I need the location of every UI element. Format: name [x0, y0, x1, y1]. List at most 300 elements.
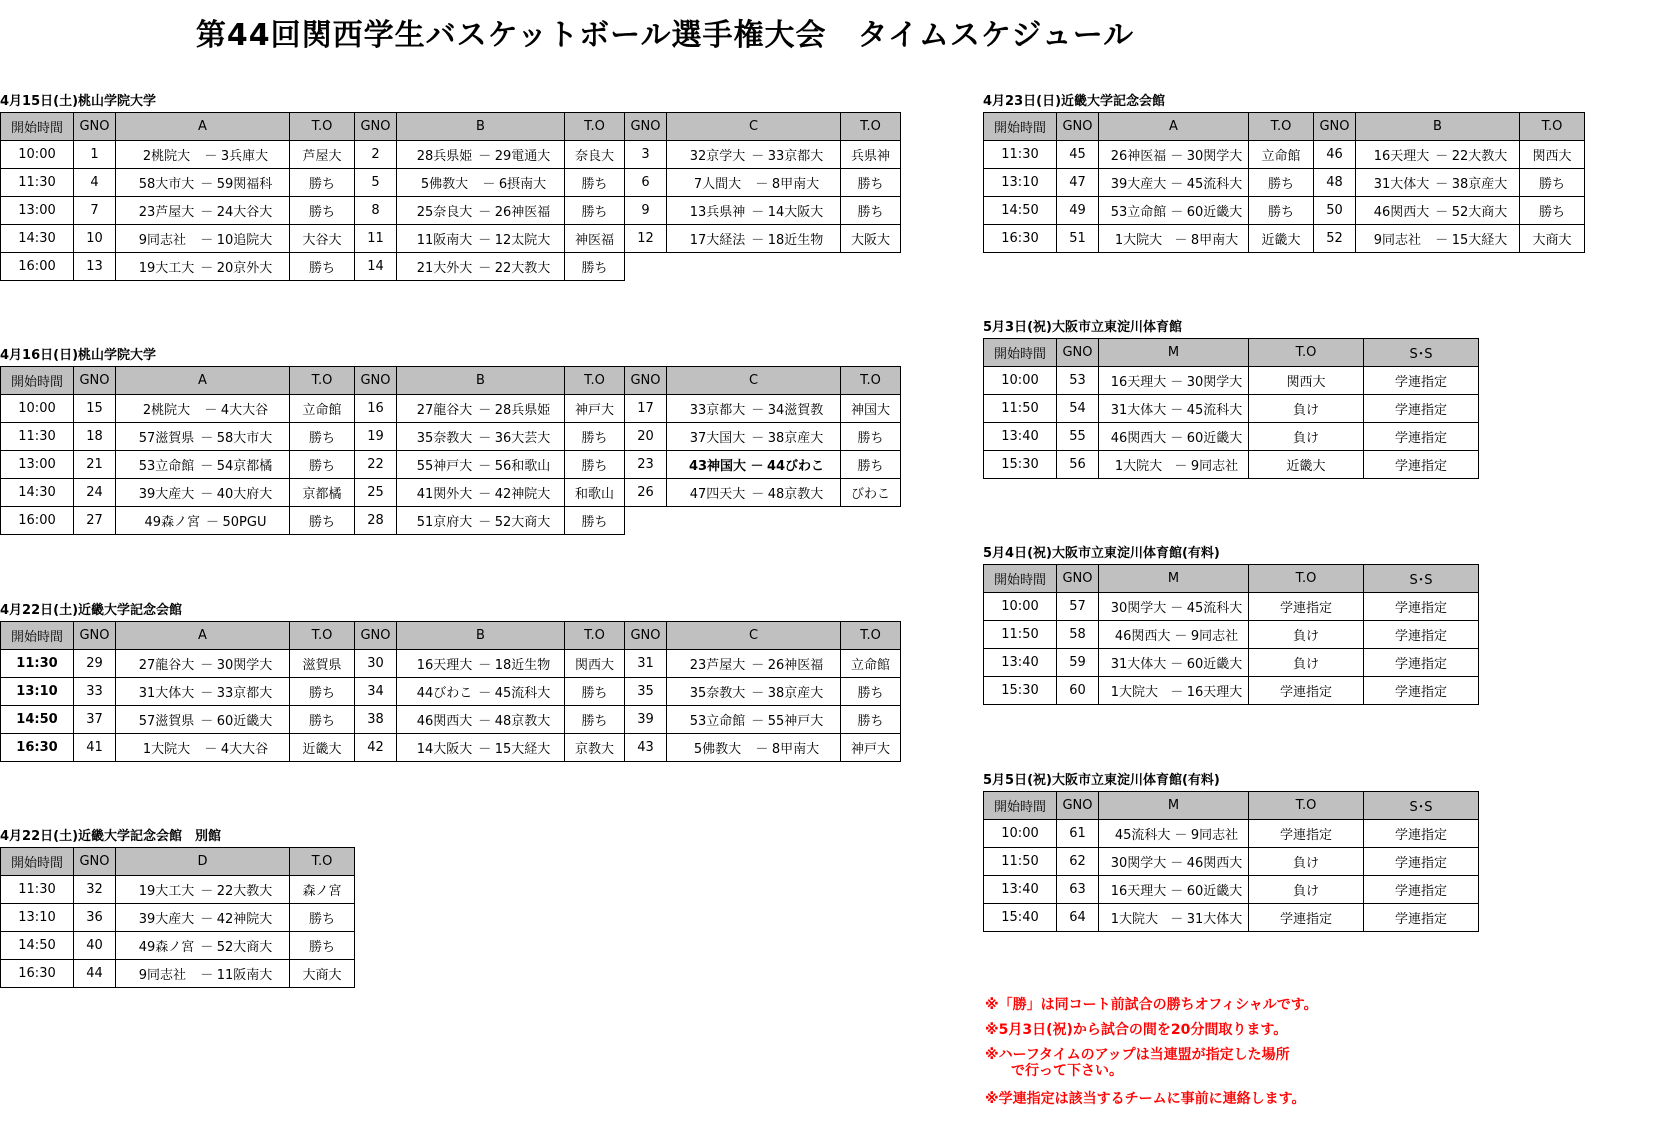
header-row	[1, 848, 355, 876]
match-cell	[116, 650, 290, 678]
column-header: GNO	[74, 848, 116, 876]
match-separator: －	[478, 714, 492, 729]
match-separator: －	[200, 205, 214, 220]
team-home: 47四天大	[689, 487, 746, 502]
table-row	[1, 197, 901, 225]
table-official: 勝ち	[290, 706, 355, 734]
team-home: 46関西大	[1110, 431, 1167, 446]
table-official: 神戸大	[565, 395, 625, 423]
table-official: 大谷大	[290, 225, 355, 253]
table-official: 勝ち	[841, 169, 901, 197]
match-separator: －	[751, 686, 765, 701]
table-row	[984, 423, 1479, 451]
page-title: 第44回関西学生バスケットボール選手権大会 タイムスケジュール	[195, 18, 1135, 53]
team-away: 46関西大	[1186, 856, 1243, 871]
game-number: 26	[625, 479, 667, 507]
game-number: 9	[625, 197, 667, 225]
game-number: 50	[1314, 197, 1356, 225]
match-cell	[116, 876, 290, 904]
match-separator: －	[1170, 884, 1184, 899]
column-header: GNO	[74, 113, 116, 141]
team-home: 11阪南大	[416, 233, 473, 248]
game-number: 49	[1057, 197, 1099, 225]
column-header: GNO	[625, 622, 667, 650]
match-separator: －	[1170, 403, 1184, 418]
schedule-apr23	[983, 92, 1585, 253]
header-row	[984, 792, 1479, 820]
table-official: 負け	[1249, 876, 1364, 904]
start-time: 11:30	[1, 650, 74, 678]
match-separator: －	[751, 205, 765, 220]
match-separator: －	[205, 515, 219, 530]
start-time: 14:30	[1, 225, 74, 253]
team-away: 52大商大	[216, 940, 273, 955]
team-away: 38京産大	[767, 431, 824, 446]
start-time: 11:30	[1, 423, 74, 451]
match-separator: －	[751, 403, 765, 418]
column-header: B	[1356, 113, 1520, 141]
table-row	[1, 876, 355, 904]
start-time: 16:30	[1, 734, 74, 762]
ss-official: 学連指定	[1364, 677, 1479, 705]
start-time: 15:30	[984, 677, 1057, 705]
schedule-table	[983, 112, 1585, 253]
game-number: 44	[74, 960, 116, 988]
match-separator: －	[478, 233, 492, 248]
table-official: 神戸大	[841, 734, 901, 762]
table-row	[1, 960, 355, 988]
table-row	[1, 507, 901, 535]
table-official: 大商大	[1520, 225, 1585, 253]
team-away: 26神医福	[494, 205, 551, 220]
column-header: GNO	[74, 622, 116, 650]
game-number: 41	[74, 734, 116, 762]
start-time: 11:50	[984, 848, 1057, 876]
match-separator: －	[200, 177, 214, 192]
match-cell	[667, 197, 841, 225]
match-separator: －	[751, 431, 765, 446]
column-header: A	[116, 622, 290, 650]
table-official: 勝ち	[565, 423, 625, 451]
match-separator: －	[478, 515, 492, 530]
notes	[985, 993, 1318, 1112]
team-home: 16天理大	[1110, 375, 1167, 390]
team-home: 30関学大	[1110, 856, 1167, 871]
match-cell	[397, 423, 565, 451]
game-number: 47	[1057, 169, 1099, 197]
match-separator: －	[200, 487, 214, 502]
column-header: T.O	[841, 113, 901, 141]
match-separator: －	[1170, 177, 1184, 192]
start-time: 11:50	[984, 621, 1057, 649]
match-cell	[1099, 197, 1249, 225]
column-header: 開始時間	[1, 848, 74, 876]
match-separator: －	[755, 742, 769, 757]
team-home: 53立命館	[1110, 205, 1167, 220]
team-home: 58大市大	[138, 177, 195, 192]
team-away: 30関学大	[1186, 149, 1243, 164]
team-home: 31大体大	[1110, 657, 1167, 672]
table-row	[984, 820, 1479, 848]
match-cell	[667, 678, 841, 706]
team-away: 8甲南大	[1190, 233, 1239, 248]
match-separator: －	[478, 686, 492, 701]
table-row	[1, 479, 901, 507]
team-away: 45流科大	[494, 686, 551, 701]
team-away: 9同志社	[1190, 828, 1239, 843]
match-separator: －	[200, 459, 214, 474]
start-time: 14:50	[984, 197, 1057, 225]
team-home: 26神医福	[1110, 149, 1167, 164]
table-official: 関西大	[1520, 141, 1585, 169]
team-home: 33京都大	[689, 403, 746, 418]
match-separator: －	[200, 940, 214, 955]
column-header: S･S	[1364, 565, 1479, 593]
game-number: 13	[74, 253, 116, 281]
table-row	[984, 141, 1585, 169]
match-separator: －	[1170, 912, 1184, 927]
team-away: 60近畿大	[1186, 884, 1243, 899]
team-home: 39大産大	[138, 912, 195, 927]
match-cell	[116, 960, 290, 988]
table-row	[1, 169, 901, 197]
team-home: 35奈教大	[689, 686, 746, 701]
game-number: 58	[1057, 621, 1099, 649]
schedule-table	[0, 366, 901, 535]
section-date: 4月22日(土)近畿大学記念会館	[0, 603, 183, 618]
team-away: 30関学大	[216, 658, 273, 673]
team-away: 44びわこ	[766, 459, 825, 474]
table-official: 勝ち	[1249, 169, 1314, 197]
table-row	[1, 141, 901, 169]
start-time: 14:30	[1, 479, 74, 507]
game-number: 48	[1314, 169, 1356, 197]
match-separator: －	[1174, 459, 1188, 474]
schedule-table	[0, 621, 901, 762]
column-header: A	[116, 113, 290, 141]
team-home: 2桃院大	[142, 403, 191, 418]
table-official: 勝ち	[290, 253, 355, 281]
team-away: 45流科大	[1186, 403, 1243, 418]
header-row	[984, 339, 1479, 367]
match-cell	[1356, 197, 1520, 225]
header-row	[1, 367, 901, 395]
team-home: 46関西大	[1373, 205, 1430, 220]
team-away: 33京都大	[767, 149, 824, 164]
game-number: 38	[355, 706, 397, 734]
match-separator: －	[1435, 177, 1449, 192]
match-separator: －	[478, 149, 492, 164]
match-cell	[397, 650, 565, 678]
team-home: 55神戸大	[416, 459, 473, 474]
team-away: 6摂南大	[498, 177, 547, 192]
match-cell	[397, 678, 565, 706]
table-row	[984, 169, 1585, 197]
table-row	[1, 678, 901, 706]
table-official: 勝ち	[841, 678, 901, 706]
ss-official: 学連指定	[1364, 423, 1479, 451]
column-header: B	[397, 113, 565, 141]
match-cell	[116, 197, 290, 225]
match-cell	[1099, 677, 1249, 705]
team-away: 34滋賀教	[767, 403, 824, 418]
table-official: 勝ち	[841, 706, 901, 734]
team-away: 52大商大	[494, 515, 551, 530]
column-header: 開始時間	[984, 565, 1057, 593]
start-time: 11:30	[1, 876, 74, 904]
match-separator: －	[1170, 685, 1184, 700]
table-official: 近畿大	[290, 734, 355, 762]
match-cell	[397, 734, 565, 762]
column-header: M	[1099, 565, 1249, 593]
game-number: 20	[625, 423, 667, 451]
team-away: 31大体大	[1186, 912, 1243, 927]
match-cell	[116, 141, 290, 169]
team-home: 53立命館	[689, 714, 746, 729]
game-number: 40	[74, 932, 116, 960]
game-number: 30	[355, 650, 397, 678]
team-away: 26神医福	[767, 658, 824, 673]
team-away: 28兵県姫	[494, 403, 551, 418]
table-official: 勝ち	[290, 904, 355, 932]
table-official: 負け	[1249, 848, 1364, 876]
game-number: 25	[355, 479, 397, 507]
table-official: 勝ち	[565, 169, 625, 197]
game-number: 53	[1057, 367, 1099, 395]
column-header: 開始時間	[984, 339, 1057, 367]
match-separator: －	[751, 149, 765, 164]
match-cell	[1099, 423, 1249, 451]
game-number: 37	[74, 706, 116, 734]
team-home: 1大院大	[1110, 912, 1158, 927]
match-cell	[667, 423, 841, 451]
start-time: 15:40	[984, 904, 1057, 932]
table-row	[984, 677, 1479, 705]
table-official: 勝ち	[290, 423, 355, 451]
team-away: 9同志社	[1190, 629, 1239, 644]
game-number: 18	[74, 423, 116, 451]
team-home: 17大経法	[689, 233, 746, 248]
match-cell	[397, 225, 565, 253]
column-header: C	[667, 367, 841, 395]
team-away: 38京産大	[767, 686, 824, 701]
table-official: 勝ち	[565, 706, 625, 734]
schedule-apr22-annex	[0, 827, 355, 988]
column-header: T.O	[290, 367, 355, 395]
team-home: 27龍谷大	[138, 658, 195, 673]
match-cell	[667, 395, 841, 423]
table-official: 勝ち	[841, 451, 901, 479]
team-home: 31大体大	[138, 686, 195, 701]
match-cell	[1099, 904, 1249, 932]
table-official: 兵県神	[841, 141, 901, 169]
match-cell	[667, 141, 841, 169]
match-separator: －	[478, 459, 492, 474]
team-away: 59関福科	[216, 177, 273, 192]
game-number: 12	[625, 225, 667, 253]
column-header: T.O	[1520, 113, 1585, 141]
match-cell	[397, 169, 565, 197]
table-row	[1, 932, 355, 960]
team-home: 16天理大	[1373, 149, 1430, 164]
start-time: 16:00	[1, 253, 74, 281]
match-cell	[1099, 876, 1249, 904]
table-official: 負け	[1249, 649, 1364, 677]
column-header: GNO	[1057, 792, 1099, 820]
team-home: 16天理大	[416, 658, 473, 673]
schedule-may4	[983, 544, 1479, 705]
note-line: で行って下さい。	[1011, 1063, 1123, 1079]
column-header: M	[1099, 339, 1249, 367]
match-separator: －	[200, 658, 214, 673]
team-home: 46関西大	[1114, 629, 1171, 644]
table-official: 京都橘	[290, 479, 355, 507]
team-home: 57滋賀県	[138, 714, 195, 729]
game-number: 19	[355, 423, 397, 451]
column-header: GNO	[74, 367, 116, 395]
table-row	[984, 451, 1479, 479]
column-header: GNO	[1314, 113, 1356, 141]
match-separator: －	[200, 233, 214, 248]
game-number: 29	[74, 650, 116, 678]
team-home: 19大工大	[138, 884, 195, 899]
table-official: 京教大	[565, 734, 625, 762]
game-number: 39	[625, 706, 667, 734]
team-away: 22大教大	[1451, 149, 1508, 164]
game-number: 34	[355, 678, 397, 706]
match-cell	[667, 706, 841, 734]
match-cell	[667, 650, 841, 678]
table-official: 大阪大	[841, 225, 901, 253]
column-header: T.O	[565, 367, 625, 395]
game-number: 46	[1314, 141, 1356, 169]
team-home: 49森ノ宮	[138, 940, 195, 955]
match-separator: －	[482, 177, 496, 192]
game-number: 52	[1314, 225, 1356, 253]
column-header: GNO	[355, 113, 397, 141]
table-official: 芦屋大	[290, 141, 355, 169]
table-official: 学連指定	[1249, 677, 1364, 705]
table-official: 負け	[1249, 621, 1364, 649]
table-official: 立命館	[290, 395, 355, 423]
team-away: 36大芸大	[494, 431, 551, 446]
match-cell	[397, 141, 565, 169]
match-separator: －	[200, 912, 214, 927]
team-home: 35奈教大	[416, 431, 473, 446]
table-official: 勝ち	[841, 197, 901, 225]
game-number: 2	[355, 141, 397, 169]
schedule-apr22	[0, 601, 901, 762]
match-separator: －	[478, 742, 492, 757]
start-time: 10:00	[984, 593, 1057, 621]
team-away: 10追院大	[216, 233, 273, 248]
match-cell	[116, 932, 290, 960]
column-header: 開始時間	[1, 622, 74, 650]
table-row	[1, 395, 901, 423]
match-separator: －	[200, 261, 214, 276]
team-home: 39大産大	[1110, 177, 1167, 192]
section-date: 4月23日(日)近畿大学記念会館	[983, 94, 1166, 109]
match-cell	[667, 169, 841, 197]
column-header: T.O	[1249, 565, 1364, 593]
ss-official: 学連指定	[1364, 367, 1479, 395]
game-number: 45	[1057, 141, 1099, 169]
match-cell	[1099, 621, 1249, 649]
team-home: 1大院大	[1114, 233, 1163, 248]
game-number: 42	[355, 734, 397, 762]
table-official: 勝ち	[565, 451, 625, 479]
note-line: ※ハーフタイムのアップは当連盟が指定した場所	[985, 1047, 1290, 1063]
header-row	[1, 113, 901, 141]
column-header: 開始時間	[1, 367, 74, 395]
start-time: 13:00	[1, 197, 74, 225]
section-date: 4月15日(土)桃山学院大学	[0, 94, 157, 109]
team-home: 13兵県神	[689, 205, 746, 220]
match-separator: －	[478, 205, 492, 220]
ss-official: 学連指定	[1364, 395, 1479, 423]
table-row	[984, 593, 1479, 621]
table-official: 和歌山	[565, 479, 625, 507]
start-time: 13:00	[1, 451, 74, 479]
match-separator: －	[200, 968, 214, 983]
game-number: 31	[625, 650, 667, 678]
team-home: 16天理大	[1110, 884, 1167, 899]
schedule-may5	[983, 771, 1479, 932]
schedule-may3	[983, 318, 1479, 479]
match-cell	[116, 423, 290, 451]
table-official: 神国大	[841, 395, 901, 423]
column-header: T.O	[1249, 339, 1364, 367]
match-cell	[397, 395, 565, 423]
column-header: T.O	[290, 848, 355, 876]
column-header: 開始時間	[984, 792, 1057, 820]
match-cell	[1356, 141, 1520, 169]
table-row	[984, 367, 1479, 395]
team-away: 14大阪大	[767, 205, 824, 220]
column-header: S･S	[1364, 339, 1479, 367]
match-cell	[116, 169, 290, 197]
match-separator: －	[478, 261, 492, 276]
table-official: 負け	[1249, 423, 1364, 451]
ss-official: 学連指定	[1364, 621, 1479, 649]
column-header: GNO	[625, 113, 667, 141]
match-separator: －	[478, 658, 492, 673]
table-official: 勝ち	[1249, 197, 1314, 225]
column-header: T.O	[1249, 792, 1364, 820]
team-home: 23芦屋大	[689, 658, 746, 673]
game-number: 33	[74, 678, 116, 706]
team-home: 32京学大	[689, 149, 746, 164]
start-time: 13:40	[984, 423, 1057, 451]
match-cell	[116, 225, 290, 253]
match-cell	[116, 734, 290, 762]
team-home: 14大阪大	[416, 742, 473, 757]
match-cell	[1356, 169, 1520, 197]
match-cell	[1099, 169, 1249, 197]
schedule-table	[0, 847, 355, 988]
game-number: 32	[74, 876, 116, 904]
team-home: 30関学大	[1110, 601, 1167, 616]
match-cell	[397, 451, 565, 479]
game-number: 60	[1057, 677, 1099, 705]
team-home: 37大国大	[689, 431, 746, 446]
match-cell	[1099, 593, 1249, 621]
schedule-apr15	[0, 92, 901, 281]
team-away: 18近生物	[494, 658, 551, 673]
table-official: 勝ち	[290, 197, 355, 225]
match-separator: －	[204, 149, 218, 164]
team-home: 44びわこ	[416, 686, 473, 701]
